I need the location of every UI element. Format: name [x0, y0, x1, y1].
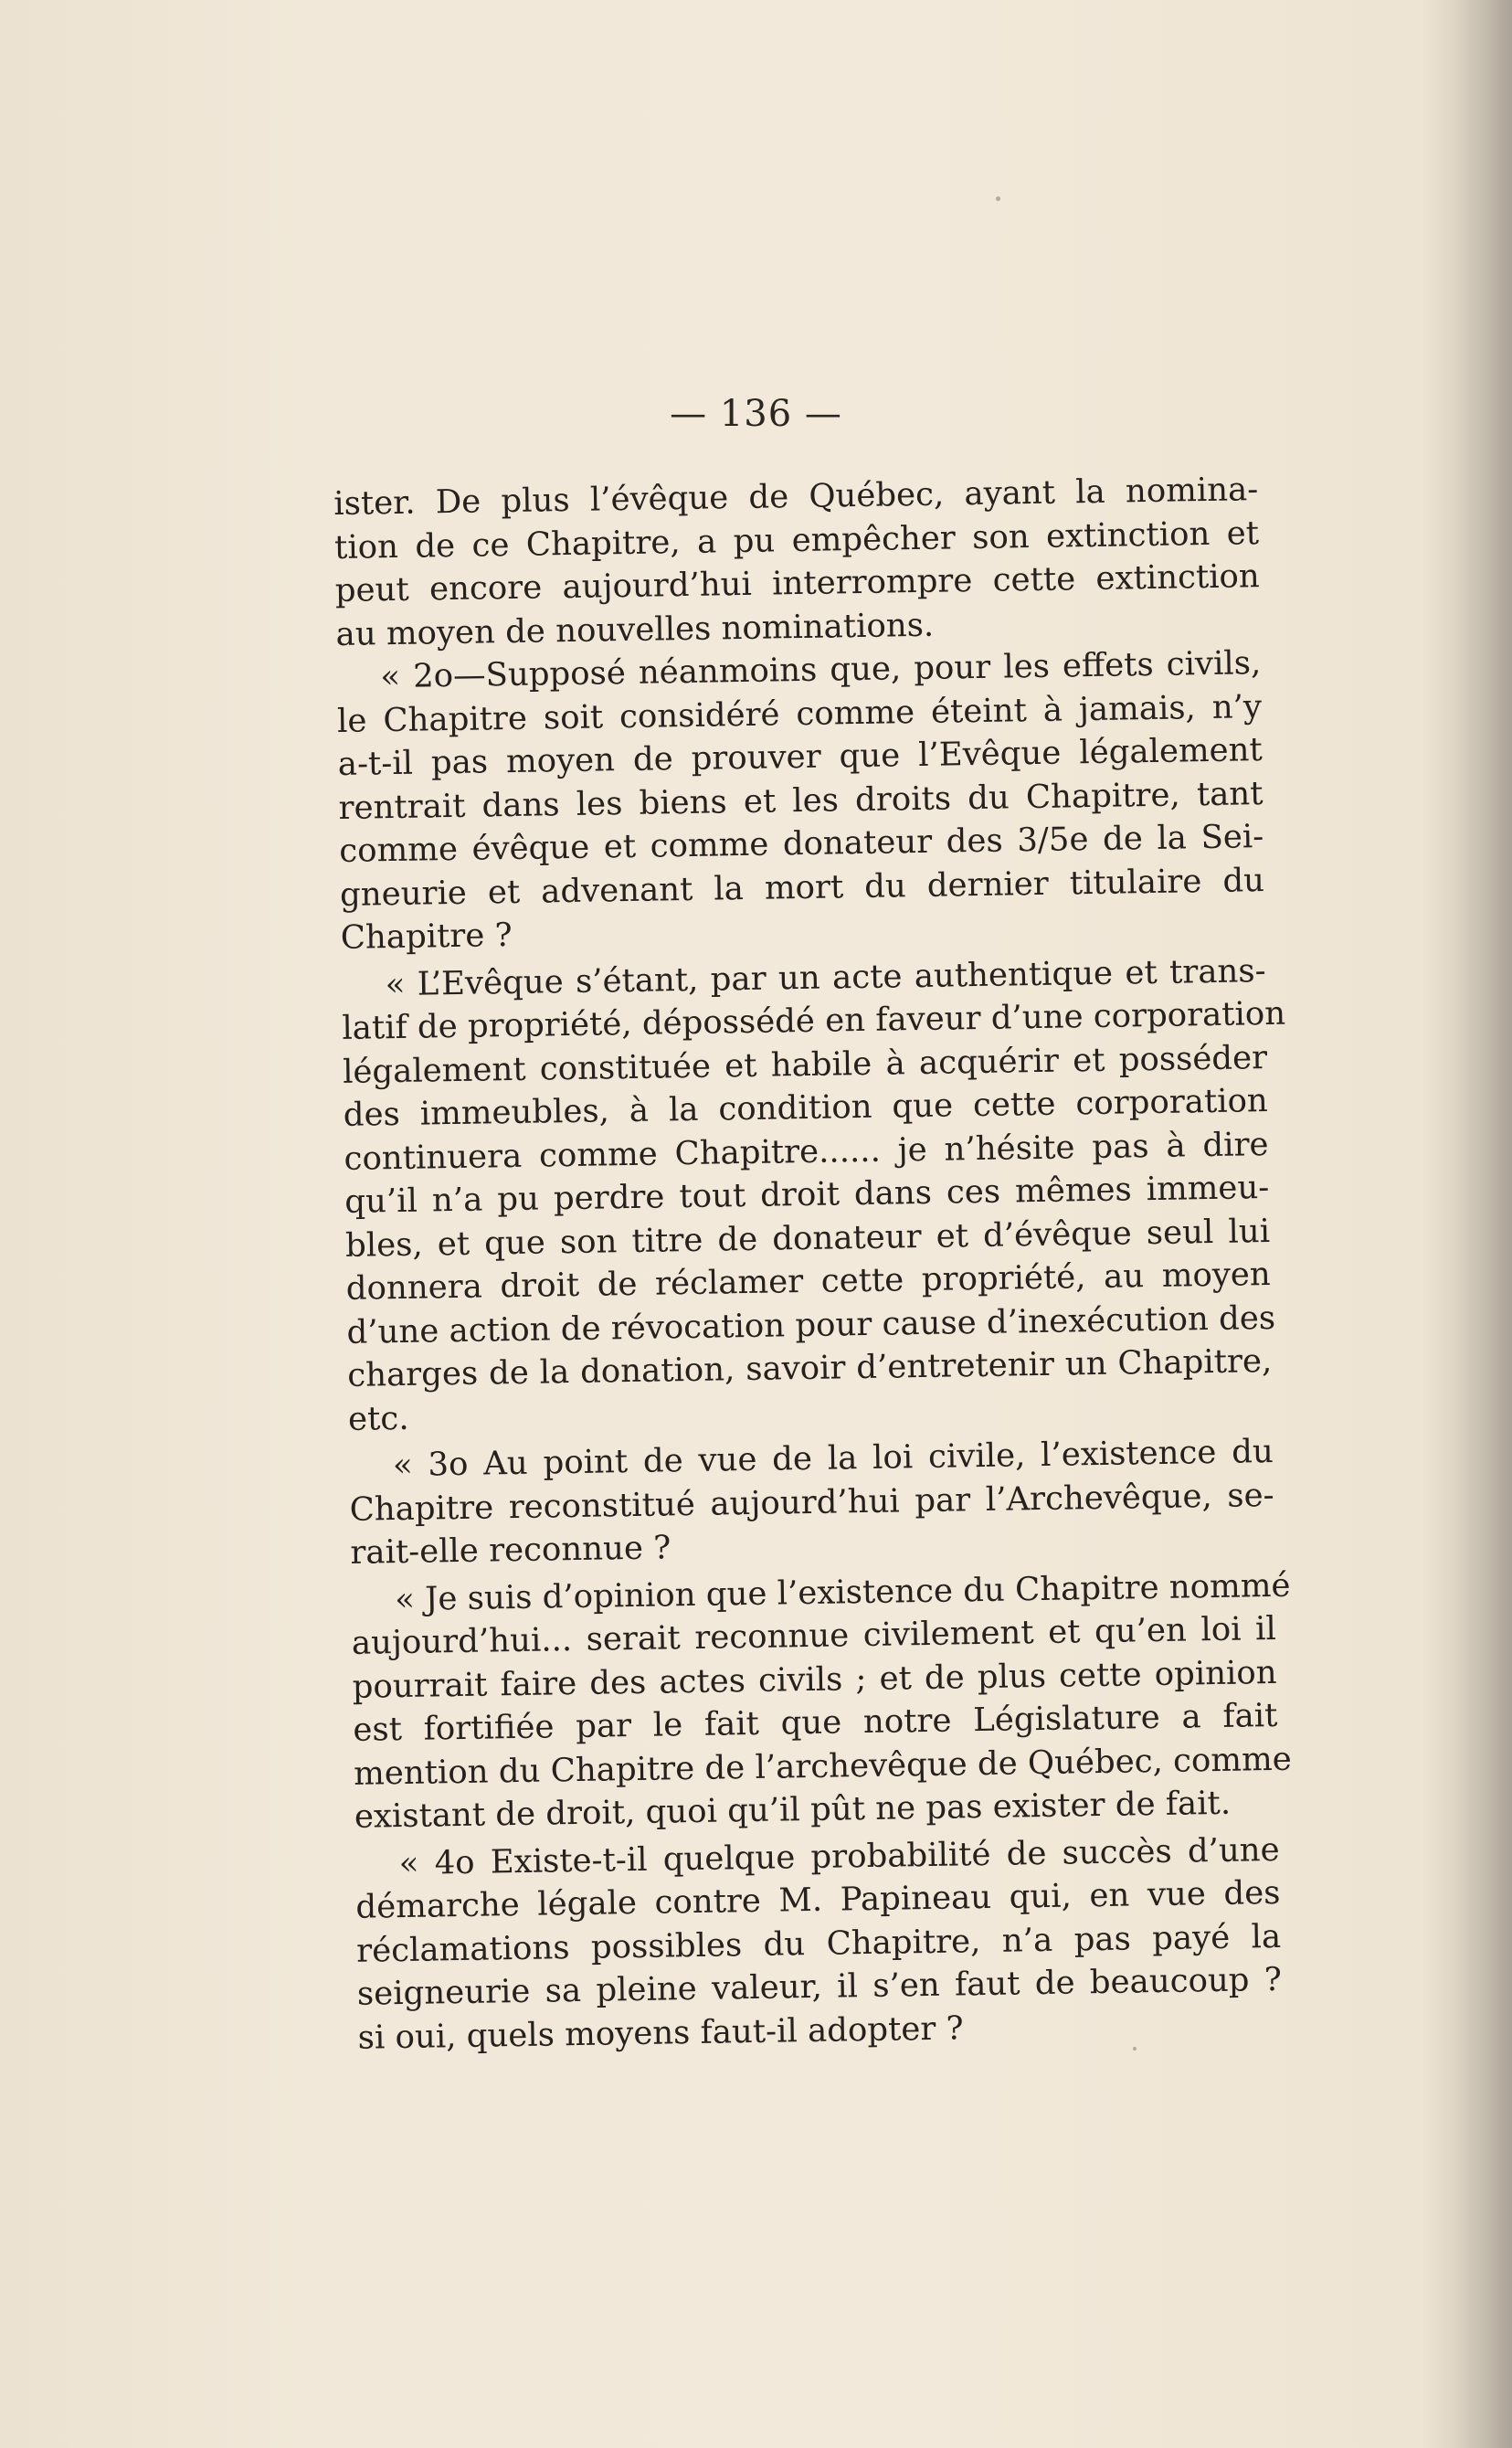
paper-speck [1133, 2047, 1137, 2051]
text-line: Chapitre ? [340, 916, 513, 957]
text-line: tion de ce Chapitre, a pu empêcher son extinction et [333, 514, 1260, 567]
text-line: d’une action de révocation pour cause d’inexécution des [346, 1298, 1276, 1351]
text-line: « 2o—Supposé néanmoins que, pour les effets civils, [380, 644, 1262, 696]
text-line: au moyen de nouvelles nominations. [335, 606, 935, 653]
text-line: « L’Evêque s’étant, par un acte authentique et trans- [385, 951, 1266, 1003]
paragraph-5 [351, 1563, 1292, 1839]
paragraph-2 [336, 641, 1265, 959]
text-line: « 4o Existe-t-il quelque probabilité de succès d’une [398, 1830, 1280, 1882]
text-line: gneurie et advenant la mort du dernier titulaire du [339, 861, 1265, 914]
text-line: peut encore aujourd’hui interrompre cette extinction [334, 557, 1261, 609]
text-line: mention du Chapitre de l’archevêque de Québec, comme [353, 1740, 1292, 1793]
paragraph-6 [354, 1828, 1283, 2059]
text-line: légalement constituée et habile à acquérir et posséder [342, 1038, 1268, 1091]
text-line: bles, et que son titre de donateur et d’évêque seul lui [344, 1212, 1271, 1265]
text-line: seigneurie sa pleine valeur, il s’en faut de beaucoup ? [356, 1960, 1283, 2013]
text-line: etc. [347, 1399, 409, 1438]
text-line: donnera droit de réclamer cette propriété, au moyen [345, 1255, 1272, 1308]
text-line: est fortifiée par le fait que notre Législature a fait [353, 1696, 1278, 1749]
text-line: Chapitre reconstitué aujourd’hui par l’Archevêque, se- [349, 1476, 1274, 1529]
text-line: continuera comme Chapitre...... je n’hésite pas à dire [344, 1125, 1269, 1178]
text-line: des immeubles, à la condition que cette corporation [343, 1082, 1269, 1134]
text-line: rentrait dans les biens et les droits du Chapitre, tant [338, 774, 1264, 827]
text-line: charges de la donation, savoir d’entretenir un Chapitre, [347, 1341, 1273, 1394]
text-line: ister. De plus l’évêque de Québec, ayant la nomina- [333, 471, 1259, 523]
paper-speck [996, 196, 1000, 201]
text-line: qu’il n’a pu perdre tout droit dans ces mêmes immeu- [344, 1169, 1270, 1221]
text-line: latif de propriété, dépossédé en faveur d’une corporation [342, 994, 1286, 1047]
paragraph-4 [349, 1430, 1275, 1574]
text-line: rait-elle reconnue ? [350, 1529, 671, 1572]
text-line: « 3o Au point de vue de la loi civile, l’existence du [392, 1432, 1274, 1485]
text-line: comme évêque et comme donateur des 3/5e de la Sei- [339, 818, 1264, 870]
paragraph-3 [341, 949, 1286, 1441]
page-number: — 136 — [670, 393, 842, 435]
text-line: pourrait faire des actes civils ; et de plus cette opinion [352, 1653, 1277, 1706]
text-line: démarche légale contre M. Papineau qui, en vue des [355, 1873, 1281, 1926]
paragraph-1 [333, 468, 1261, 656]
text-line: a-t-il pas moyen de prouver que l’Evêque légalement [337, 731, 1264, 783]
body-text [333, 468, 1292, 2060]
page-edge-shadow [1457, 0, 1512, 2448]
text-line: aujourd’hui... serait reconnue civilement et qu’en loi il [351, 1609, 1277, 1662]
text-line: « Je suis d’opinion que l’existence du Chapitre nommé [394, 1566, 1291, 1618]
text-line: réclamations possibles du Chapitre, n’a pas payé la [355, 1917, 1282, 1970]
text-line: si oui, quels moyens faut-il adopter ? [357, 2008, 964, 2057]
text-line: existant de droit, quoi qu’il pût ne pas exister de fait. [354, 1784, 1232, 1836]
text-line: le Chapitre soit considéré comme éteint à jamais, n’y [336, 687, 1263, 740]
